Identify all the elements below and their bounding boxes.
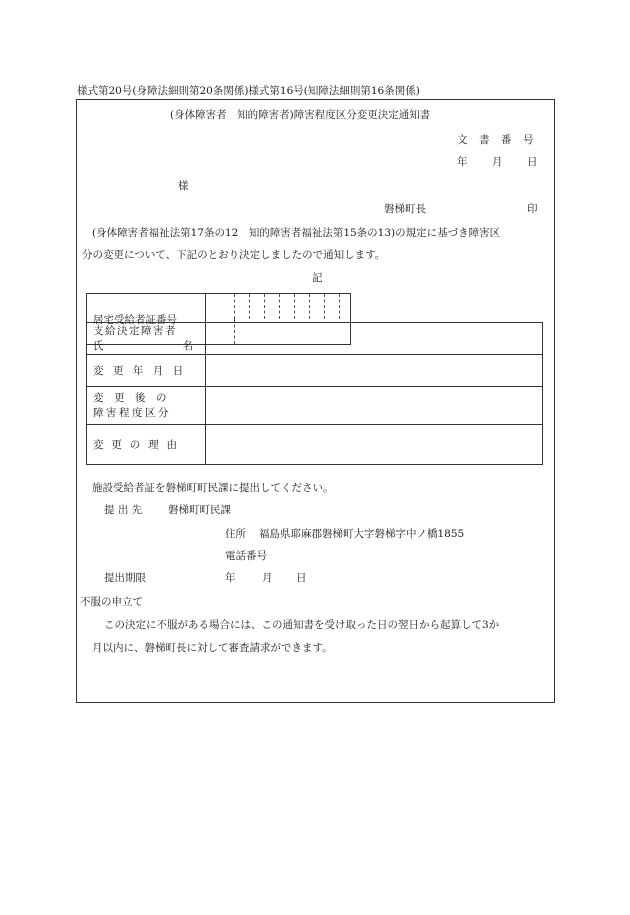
new-level-label-cell (87, 387, 206, 425)
deadline-year: 年 (225, 572, 236, 584)
deadline-label: 提出期限 (104, 572, 146, 584)
appeal-heading: 不服の申立て (80, 596, 143, 608)
body-text-line-1: (身体障害者福祉法第17条の12 知的障害者福祉法第15条の13)の規定に基づき障害区 (92, 227, 501, 239)
reason-label-text: 変更の理由 (93, 439, 185, 451)
issuer-name: 磐梯町長 (384, 203, 426, 215)
phone-label: 電話番号 (225, 550, 267, 562)
new-level-row (87, 387, 543, 425)
recipient-label-line-1: 支給決定障害者 (93, 325, 177, 338)
deadline-day: 日 (296, 572, 307, 584)
recipient-label-cell (87, 323, 206, 355)
recipient-row (87, 323, 543, 355)
seal-mark: 印 (527, 203, 538, 215)
date-day: 日 (527, 156, 538, 168)
submit-to-label: 提 出 先 (104, 504, 143, 516)
body-text-line-2: 分の変更について、下記のとおり決定しましたので通知します。 (82, 249, 386, 261)
new-level-label-line-1: 変 更 後 の (93, 392, 167, 405)
change-date-label-text: 変更年月日 (93, 365, 193, 377)
reason-row (87, 425, 543, 465)
details-table (86, 322, 543, 465)
submit-to-value: 磐梯町町民課 (168, 504, 231, 516)
reason-label (87, 425, 206, 465)
digit-box[interactable] (235, 294, 250, 319)
digit-box[interactable] (250, 294, 265, 319)
document-number-label: 文 書 番 号 (457, 134, 534, 146)
change-date-row (87, 355, 543, 387)
date-month: 月 (492, 156, 503, 168)
new-level-value[interactable] (206, 387, 543, 425)
digit-box[interactable] (325, 294, 340, 319)
recipient-label-line-2 (93, 339, 193, 353)
change-date-value[interactable] (206, 355, 543, 387)
appeal-text-line-1: この決定に不服がある場合には、この通知書を受け取った日の翌日から起算して3か (104, 619, 500, 631)
address-value: 福島県耶麻郡磐梯町大字磐梯字中ノ橋1855 (259, 528, 465, 540)
digit-box[interactable] (220, 294, 235, 319)
submit-instruction: 施設受給者証を磐梯町町民課に提出してください。 (92, 482, 334, 494)
document-title: (身体障害者 知的障害者)障害程度区分変更決定通知書 (170, 109, 431, 121)
recipient-value[interactable] (206, 323, 543, 355)
digit-box[interactable] (265, 294, 280, 319)
digit-box[interactable] (310, 294, 325, 319)
ki-heading: 記 (312, 272, 323, 284)
form-header: 様式第20号(身障法細則第20条関係)様式第16号(知障法細則第16条関係) (77, 85, 420, 97)
appeal-text-line-2: 月以内に、磐梯町長に対して審査請求ができます。 (92, 642, 333, 654)
digit-box[interactable] (280, 294, 295, 319)
recipient-label-shi: 氏 (93, 339, 104, 352)
addressee-suffix: 様 (178, 180, 189, 192)
cert-number-label: 居宅受給者証番号 (87, 294, 206, 345)
reason-value[interactable] (206, 425, 543, 465)
date-year: 年 (457, 156, 468, 168)
address-label: 住所 (225, 528, 246, 540)
new-level-label-line-2: 障害程度区分 (93, 406, 171, 419)
change-date-label (87, 355, 206, 387)
deadline-month: 月 (262, 572, 273, 584)
recipient-label-mei: 名 (182, 339, 193, 352)
digit-box[interactable] (295, 294, 310, 319)
